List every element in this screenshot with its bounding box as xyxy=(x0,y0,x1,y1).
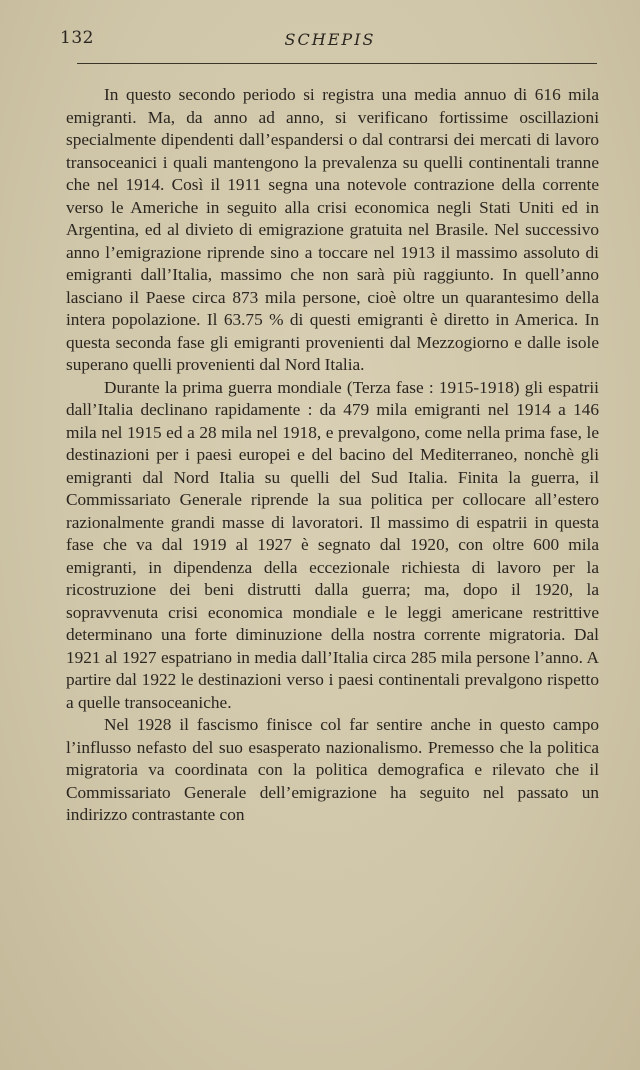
body-text xyxy=(66,84,599,827)
header-rule xyxy=(77,63,597,64)
running-title: SCHEPIS xyxy=(284,30,376,49)
paragraph: Durante la prima guerra mondiale (Terza fase : 1915-1918) gli espatrii dall’Italia declinano rapidamente : da 479 mila emigranti nel 1914 a 146 mila nel 1915 ed a 28 mila nel 1918, e prevalgono, come nella prima fase, le destinazioni per i paesi europei e del bacino del Mediterraneo, nonchè gli emigranti dal Nord Italia su quelli del Sud Italia. Finita la guerra, il Commissariato Generale riprende la sua politica per collocare all’estero razionalmente grandi masse di lavoratori. Il massimo di espatrii in questa fase che va dal 1919 al 1927 è segnato dal 1920, con oltre 600 mila emigranti, in dipendenza della eccezionale richiesta di lavoro per la ricostruzione dei beni distrutti dalla guerra; ma, dopo il 1920, la sopravvenuta crisi economica mondiale e le leggi americane restrittive determinano una forte diminuzione della nostra corrente migratoria. Dal 1921 al 1927 espatriano in media dall’Italia circa 285 mila persone l’anno. A partire dal 1922 le destinazioni verso i paesi continentali prevalgono rispetto a quelle transoceaniche. xyxy=(66,377,599,712)
paragraph: In questo secondo periodo si registra una media annuo di 616 mila emigranti. Ma, da anno ad anno, si verificano fortissime oscillazioni specialmente dipendenti dall’espandersi o dal contrarsi dei mercati di lavoro transoceanici i quali mantengono la prevalenza su quelli continentali tranne che nel 1914. Così il 1911 segna una notevole contrazione della corrente verso le Americhe in seguito alla crisi economica negli Stati Uniti ed in Argentina, ed al divieto di emigrazione gratuita nel Brasile. Nel successivo anno l’emigrazione riprende sino a toccare nel 1913 il massimo assoluto di emigranti dall’Italia, massimo che non sarà più raggiunto. In quell’anno lasciano il Paese circa 873 mila persone, cioè oltre un quarantesimo della intera popolazione. Il 63.75 % di questi emigranti è diretto in America. In questa seconda fase gli emigranti provenienti dal Mezzogiorno e dalle isole superano quelli provenienti dal Nord Italia. xyxy=(66,85,599,374)
paragraph: Nel 1928 il fascismo finisce col far sentire anche in questo campo l’influsso nefasto del suo esasperato nazionalismo. Premesso che la politica migratoria va coordinata con la politica demografica e rilevato che il Commissariato Generale dell’emigrazione ha seguito nel passato un indirizzo contrastante con xyxy=(66,715,599,824)
page-number: 132 xyxy=(60,28,94,48)
page-header xyxy=(60,28,600,56)
